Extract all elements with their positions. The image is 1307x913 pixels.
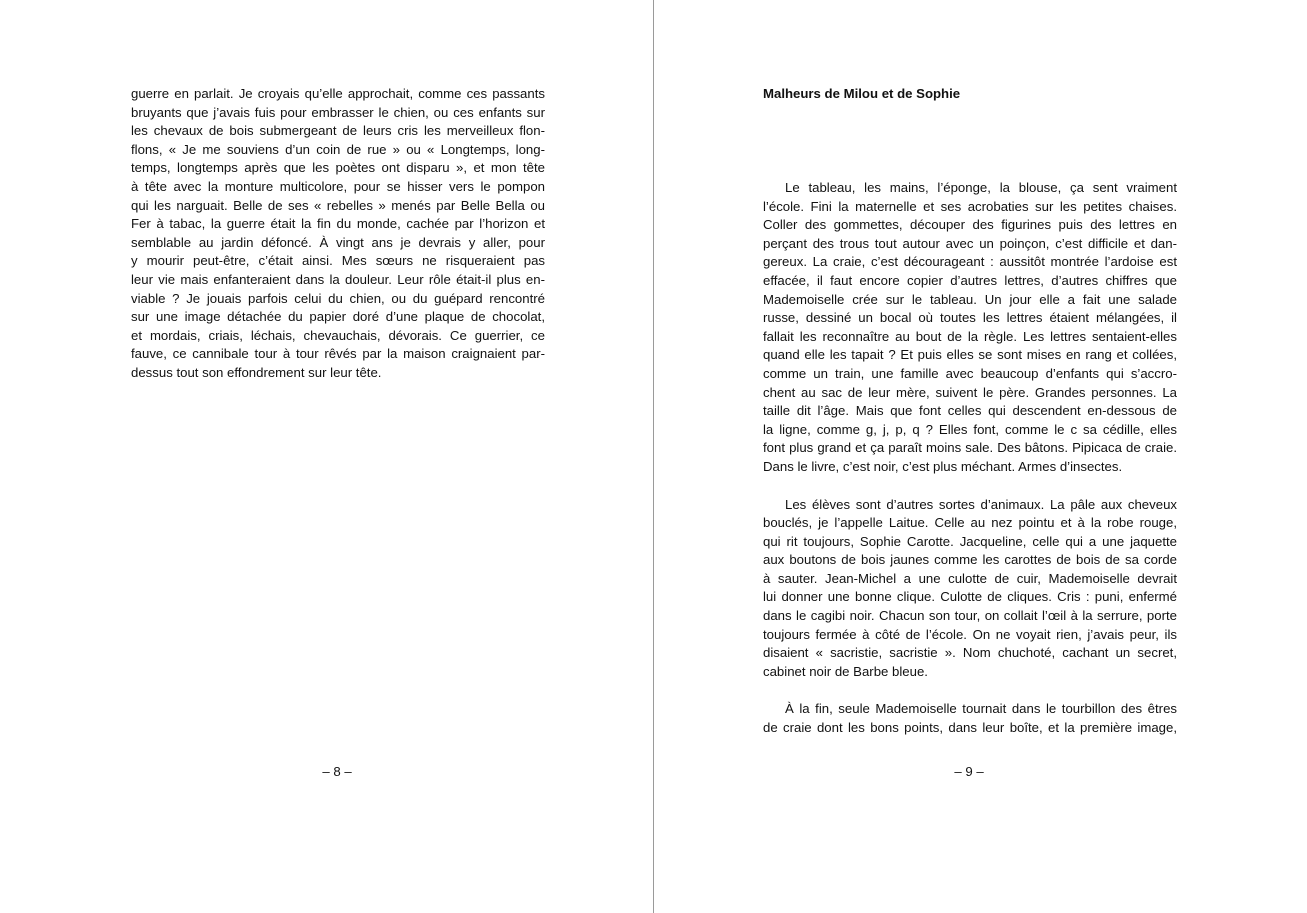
text-line: russe, dessiné un bocal où toutes les lettres étaient mélangées, il bbox=[763, 310, 1177, 326]
text-line: Le tableau, les mains, l’éponge, la blouse, ça sent vraiment bbox=[785, 180, 1177, 195]
text-line: cabinet noir de Barbe bleue. bbox=[763, 663, 928, 679]
text-line: dans le cagibi noir. Chacun son tour, on collait l’œil à la serrure, porte bbox=[763, 608, 1177, 624]
text-line: À la fin, seule Mademoiselle tournait dans le tourbillon des êtres bbox=[785, 701, 1177, 717]
text-line: la ligne, comme g, j, p, q ? Elles font, comme le c sa cédille, elles bbox=[763, 421, 1177, 437]
paragraph bbox=[763, 179, 1177, 477]
text-line: toujours fermée à côté de l’école. On ne voyait rien, j’avais peur, ils bbox=[763, 626, 1177, 642]
text-line: et mordais, criais, léchais, chevauchais, dévorais. Ce guerrier, ce bbox=[131, 327, 545, 343]
text-line: leur vie mais enfanteraient dans la douleur. Leur rôle était-il plus en- bbox=[131, 271, 545, 287]
text-line: comme un train, une famille avec beaucoup d’enfants qui s’accro- bbox=[763, 365, 1177, 381]
text-line: quand elle les tapait ? Et puis elles se sont mises en rang et collées, bbox=[763, 347, 1177, 363]
text-line: temps, longtemps après que les poètes ont disparu », et mon tête bbox=[131, 160, 545, 176]
text-line: Mademoiselle crée sur le tableau. Un jour elle a fait une salade bbox=[763, 291, 1177, 307]
right-page bbox=[654, 0, 1307, 913]
text-line: Coller des gommettes, découper des figurines puis des lettres en bbox=[763, 217, 1177, 233]
text-line: fallait les reconnaître au bout de la règle. Les lettres sentaient-elles bbox=[763, 328, 1177, 344]
text-line: semblable au jardin défoncé. À vingt ans je devrais y aller, pour bbox=[131, 234, 545, 250]
chapter-title: Malheurs de Milou et de Sophie bbox=[763, 86, 961, 101]
text-line: viable ? Je jouais parfois celui du chien, ou du guépard rencontré bbox=[131, 290, 545, 306]
text-line: sur une image détachée du papier doré d’une plaque de chocolat, bbox=[131, 309, 545, 325]
text-line: l’école. Fini la maternelle et ses acrobaties sur les petites chaises. bbox=[763, 198, 1177, 214]
paragraph bbox=[763, 496, 1177, 682]
text-line: perçant des trous tout autour avec un poinçon, c’est difficile et dan- bbox=[763, 235, 1177, 251]
left-page-body bbox=[131, 85, 545, 402]
text-line: flons, « Je me souviens d’un coin de rue » ou « Longtemps, long- bbox=[131, 141, 545, 157]
paragraph bbox=[131, 85, 545, 383]
text-line: guerre en parlait. Je croyais qu’elle approchait, comme ces passants bbox=[131, 86, 545, 101]
text-line: les chevaux de bois submergeant de leurs cris les merveilleux flon- bbox=[131, 123, 545, 139]
text-line: bruyants que j’avais fuis pour embrasser le chien, ou ces enfants sur bbox=[131, 104, 545, 120]
text-line: de craie dont les bons points, dans leur boîte, et la première image, bbox=[763, 720, 1177, 736]
text-line: lui donner une bonne clique. Culotte de cliques. Cris : puni, enfermé bbox=[763, 589, 1177, 605]
text-line: gereux. La craie, c’est décourageant : aussitôt montrée l’ardoise est bbox=[763, 254, 1177, 270]
text-line: Les élèves sont d’autres sortes d’animaux. La pâle aux cheveux bbox=[785, 496, 1177, 512]
paragraph bbox=[763, 700, 1177, 737]
text-line: à sauter. Jean-Michel a une culotte de cuir, Mademoiselle devrait bbox=[763, 570, 1177, 586]
text-line: fauve, ce cannibale tour à tour rêvés par la maison craignaient par- bbox=[131, 346, 545, 362]
text-line: bouclés, je l’appelle Laitue. Celle au nez pointu et à la robe rouge, bbox=[763, 515, 1177, 531]
text-line: taille dit l’âge. Mais que font celles qui descendent en-dessous de bbox=[763, 403, 1177, 419]
text-line: font plus grand et ça paraît moins sale. Des bâtons. Pipicaca de craie. bbox=[763, 440, 1177, 456]
text-line: dessus tout son effondrement sur leur tête. bbox=[131, 364, 382, 380]
text-line: effacée, il faut encore copier d’autres lettres, d’autres chiffres que bbox=[763, 272, 1177, 288]
text-line: chent au sac de leur mère, suivent le père. Grandes personnes. La bbox=[763, 384, 1177, 400]
text-line: aux boutons de bois jaunes comme les carottes de bois de sa corde bbox=[763, 552, 1177, 568]
page-number-left: – 8 – bbox=[322, 764, 352, 779]
right-page-body bbox=[763, 179, 1177, 757]
text-line: à tête avec la monture multicolore, pour se hisser vers le pompon bbox=[131, 178, 545, 194]
text-line: Fer à tabac, la guerre était la fin du monde, cachée par l’horizon et bbox=[131, 216, 545, 232]
page-number-right: – 9 – bbox=[954, 764, 984, 779]
left-page bbox=[0, 0, 653, 913]
text-line: qui les narguait. Belle de ses « rebelles » menés par Belle Bella ou bbox=[131, 197, 545, 213]
text-line: y mourir peut-être, c’était ainsi. Mes sœurs ne risqueraient pas bbox=[131, 253, 545, 269]
text-line: qui rit toujours, Sophie Carotte. Jacqueline, celle qui a une jaquette bbox=[763, 533, 1177, 549]
text-line: Dans le livre, c’est noir, c’est plus méchant. Armes d’insectes. bbox=[763, 458, 1123, 474]
text-line: disaient « sacristie, sacristie ». Nom chuchoté, cachant un secret, bbox=[763, 645, 1177, 661]
